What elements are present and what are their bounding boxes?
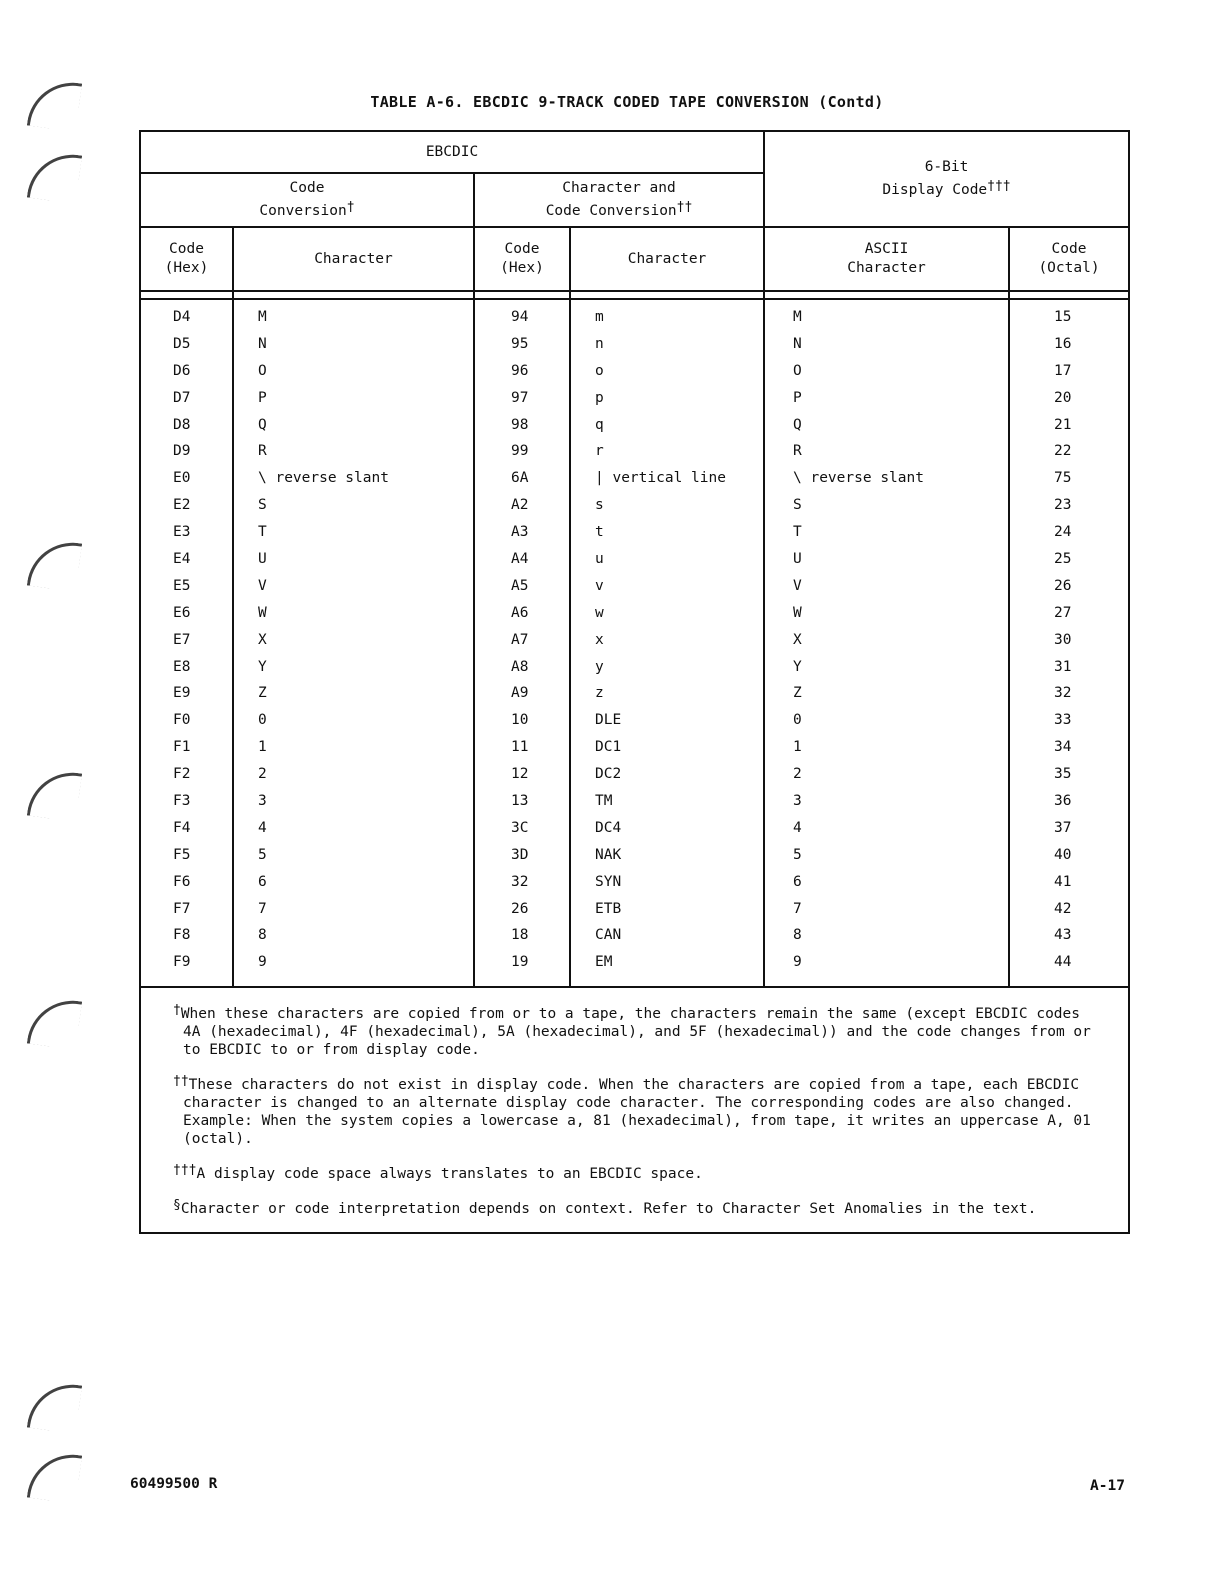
code-hex-cell: D9 <box>173 443 191 460</box>
code-hex2-cell: 11 <box>511 739 529 756</box>
code-hex-cell: F8 <box>173 927 191 944</box>
code-hex2-cell: 97 <box>511 389 529 406</box>
code-hex-cell: D7 <box>173 389 191 406</box>
code-hex2-cell: 13 <box>511 793 529 810</box>
footnote <box>161 1002 1098 1059</box>
footnote-text: These characters do not exist in display code. When the characters are copied from a tape, each EBCDIC character is changed to an alternate display code character. The corresponding codes are also changed. Example: When the system copies a lowercase a, 81 (hexadecimal), from tape, it writes an uppercase A, 01 (octal). <box>183 1077 1091 1147</box>
code-hex-cell: D8 <box>173 416 191 433</box>
ascii-cell: P <box>793 389 802 406</box>
character-cell: 1 <box>258 739 267 756</box>
code-octal-cell: 36 <box>1054 793 1072 810</box>
binder-hole-mark <box>27 767 82 822</box>
character2-cell: TM <box>595 793 613 810</box>
code-hex2-cell: A2 <box>511 497 529 514</box>
code-conversion-header: Code Conversion† <box>140 173 474 227</box>
code-hex-cell: F3 <box>173 793 191 810</box>
character-cell: W <box>258 604 267 621</box>
ascii-cell: 1 <box>793 739 802 756</box>
conversion-table <box>139 130 1130 1234</box>
col-ascii <box>764 299 1009 987</box>
character-cell: 2 <box>258 766 267 783</box>
code-hex2-cell: A5 <box>511 577 529 594</box>
character-cell: Y <box>258 658 267 675</box>
code-hex-header: Code (Hex) <box>164 241 209 276</box>
ascii-cell: V <box>793 577 802 594</box>
code-octal-cell: 34 <box>1054 739 1072 756</box>
ascii-cell: Y <box>793 658 802 675</box>
display-code-header: 6-Bit Display Code††† <box>764 131 1129 227</box>
character-cell: S <box>258 497 267 514</box>
code-octal-cell: 41 <box>1054 873 1072 890</box>
binder-hole-mark <box>27 537 82 592</box>
code-hex2-cell: A9 <box>511 685 529 702</box>
code-hex-cell: F2 <box>173 766 191 783</box>
character-cell: 7 <box>258 900 267 917</box>
code-hex2-cell: 6A <box>511 470 529 487</box>
code-octal-cell: 32 <box>1054 685 1072 702</box>
code-hex2-cell: 3C <box>511 819 529 836</box>
col-code-hex <box>140 299 233 987</box>
code-hex2-cell: 95 <box>511 335 529 352</box>
code-hex2-cell: 96 <box>511 362 529 379</box>
character2-cell: n <box>595 335 604 352</box>
character2-cell: y <box>595 658 604 675</box>
code-hex2-cell: A6 <box>511 604 529 621</box>
character2-cell: s <box>595 497 604 514</box>
character-cell: M <box>258 309 267 325</box>
code-hex2-cell: A8 <box>511 658 529 675</box>
col-character <box>233 299 474 987</box>
code-hex2-cell: 18 <box>511 927 529 944</box>
ascii-cell: M <box>793 309 802 325</box>
character2-cell: SYN <box>595 873 622 890</box>
character2-cell: | vertical line <box>595 470 726 487</box>
code-octal-cell: 25 <box>1054 551 1072 568</box>
ascii-cell: W <box>793 604 802 621</box>
code-hex-cell: F9 <box>173 954 191 971</box>
ascii-cell: 9 <box>793 954 802 971</box>
character2-cell: r <box>595 443 604 460</box>
character-cell: X <box>258 631 267 648</box>
character2-cell: NAK <box>595 846 622 863</box>
code-hex-cell: E5 <box>173 577 191 594</box>
code-hex-cell: F1 <box>173 739 191 756</box>
character-cell: 8 <box>258 927 267 944</box>
code-octal-cell: 21 <box>1054 416 1072 433</box>
code-hex2-cell: 99 <box>511 443 529 460</box>
ascii-cell: 6 <box>793 873 802 890</box>
code-octal-cell: 33 <box>1054 712 1072 729</box>
character2-cell: DC2 <box>595 766 622 783</box>
character2-cell: o <box>595 362 604 379</box>
character-cell: 6 <box>258 873 267 890</box>
character2-cell: v <box>595 577 604 594</box>
code-octal-cell: 26 <box>1054 577 1072 594</box>
code-hex-cell: F0 <box>173 712 191 729</box>
code-octal-cell: 35 <box>1054 766 1072 783</box>
code-hex2-header: Code (Hex) <box>474 227 570 291</box>
character2-cell: z <box>595 685 604 702</box>
character2-cell: DC4 <box>595 819 622 836</box>
ascii-cell: 3 <box>793 793 802 810</box>
ascii-cell: T <box>793 524 802 541</box>
code-hex2-cell: 94 <box>511 309 529 325</box>
character2-cell: EM <box>595 954 613 971</box>
ascii-cell: 4 <box>793 819 802 836</box>
code-octal-cell: 27 <box>1054 604 1072 621</box>
code-hex-cell: D5 <box>173 335 191 352</box>
col-character2 <box>570 299 764 987</box>
binder-hole-mark <box>27 1379 82 1434</box>
footnote <box>161 1162 1098 1183</box>
code-octal-cell: 75 <box>1054 470 1072 487</box>
code-octal-cell: 17 <box>1054 362 1072 379</box>
footnote-mark: †† <box>173 1074 189 1089</box>
code-hex2-cell: 32 <box>511 873 529 890</box>
ascii-cell: X <box>793 631 802 648</box>
character2-cell: CAN <box>595 927 622 944</box>
character-cell: P <box>258 389 267 406</box>
page-number: A-17 <box>1090 1478 1125 1494</box>
footnote-text: A display code space always translates to an EBCDIC space. <box>196 1166 703 1182</box>
ascii-cell: Z <box>793 685 802 702</box>
binder-hole-mark <box>27 1449 82 1504</box>
character2-cell: m <box>595 309 604 325</box>
code-hex-cell: D6 <box>173 362 191 379</box>
character-cell: 5 <box>258 846 267 863</box>
code-hex-cell: E6 <box>173 604 191 621</box>
ascii-cell: O <box>793 362 802 379</box>
code-hex-cell: F5 <box>173 846 191 863</box>
character-cell: 9 <box>258 954 267 971</box>
character2-cell: x <box>595 631 604 648</box>
binder-hole-mark <box>27 995 82 1050</box>
character-header: Character <box>233 227 474 291</box>
code-octal-header: Code (Octal) <box>1009 227 1129 291</box>
character2-cell: w <box>595 604 604 621</box>
ascii-cell: Q <box>793 416 802 433</box>
code-octal-cell: 44 <box>1054 954 1072 971</box>
code-hex2-cell: 19 <box>511 954 529 971</box>
code-octal-cell: 24 <box>1054 524 1072 541</box>
character2-cell: DC1 <box>595 739 622 756</box>
character2-cell: u <box>595 551 604 568</box>
footnote-text: Character or code interpretation depends on context. Refer to Character Set Anomalies in the text. <box>180 1201 1037 1217</box>
footnotes <box>140 987 1129 1233</box>
character-cell: 4 <box>258 819 267 836</box>
character-cell: Q <box>258 416 267 433</box>
character2-cell: p <box>595 389 604 406</box>
code-hex-cell: E9 <box>173 685 191 702</box>
character-cell: \ reverse slant <box>258 470 389 487</box>
code-hex-cell: F4 <box>173 819 191 836</box>
ascii-header: ASCII Character <box>764 227 1009 291</box>
document-number: 60499500 R <box>130 1476 218 1492</box>
code-octal-cell: 31 <box>1054 658 1072 675</box>
character-cell: 0 <box>258 712 267 729</box>
code-hex2-cell: A3 <box>511 524 529 541</box>
character-cell: 3 <box>258 793 267 810</box>
code-hex-cell: D4 <box>173 309 191 325</box>
footnote-mark: † <box>173 1003 181 1018</box>
binder-hole-mark <box>27 149 82 204</box>
footnote <box>161 1073 1098 1148</box>
code-octal-cell: 15 <box>1054 309 1072 325</box>
code-hex-cell: E4 <box>173 551 191 568</box>
code-octal-cell: 22 <box>1054 443 1072 460</box>
character2-cell: q <box>595 416 604 433</box>
character2-cell: ETB <box>595 900 622 917</box>
character-cell: V <box>258 577 267 594</box>
code-octal-cell: 30 <box>1054 631 1072 648</box>
code-hex2-cell: 98 <box>511 416 529 433</box>
code-hex-cell: F6 <box>173 873 191 890</box>
ascii-cell: R <box>793 443 802 460</box>
character2-header: Character <box>570 227 764 291</box>
ebcdic-header: EBCDIC <box>140 131 764 173</box>
character-cell: R <box>258 443 267 460</box>
ascii-cell: \ reverse slant <box>793 470 924 487</box>
code-hex2-cell: 3D <box>511 846 529 863</box>
ascii-cell: U <box>793 551 802 568</box>
character-cell: Z <box>258 685 267 702</box>
footnote <box>161 1197 1098 1218</box>
char-code-conversion-header: Character and Code Conversion†† <box>474 173 764 227</box>
character2-cell: t <box>595 524 604 541</box>
code-hex2-cell: A4 <box>511 551 529 568</box>
ascii-cell: 8 <box>793 927 802 944</box>
ascii-cell: 2 <box>793 766 802 783</box>
code-hex-cell: E8 <box>173 658 191 675</box>
code-hex2-cell: A7 <box>511 631 529 648</box>
ascii-cell: 5 <box>793 846 802 863</box>
code-octal-cell: 23 <box>1054 497 1072 514</box>
character-cell: N <box>258 335 267 352</box>
code-octal-cell: 43 <box>1054 927 1072 944</box>
code-hex-cell: E0 <box>173 470 191 487</box>
ascii-cell: N <box>793 335 802 352</box>
ascii-cell: 0 <box>793 712 802 729</box>
ascii-cell: 7 <box>793 900 802 917</box>
ascii-cell: S <box>793 497 802 514</box>
code-hex2-cell: 26 <box>511 900 529 917</box>
code-octal-cell: 16 <box>1054 335 1072 352</box>
code-hex-cell: E7 <box>173 631 191 648</box>
code-octal-cell: 37 <box>1054 819 1072 836</box>
character-cell: O <box>258 362 267 379</box>
col-code-hex2 <box>474 299 570 987</box>
code-octal-cell: 42 <box>1054 900 1072 917</box>
code-octal-cell: 40 <box>1054 846 1072 863</box>
code-hex-cell: F7 <box>173 900 191 917</box>
table-title: TABLE A-6. EBCDIC 9-TRACK CODED TAPE CONVERSION (Contd) <box>370 93 884 111</box>
footnote-text: When these characters are copied from or to a tape, the characters remain the same (except EBCDIC codes 4A (hexadecimal), 4F (hexadecimal), 5A (hexadecimal), and 5F (hexadecimal)) and the code changes from or to EBCDIC to or from display code. <box>180 1006 1091 1058</box>
code-hex-cell: E2 <box>173 497 191 514</box>
code-hex-cell: E3 <box>173 524 191 541</box>
character-cell: U <box>258 551 267 568</box>
col-code-octal <box>1009 299 1129 987</box>
character-cell: T <box>258 524 267 541</box>
code-hex2-cell: 12 <box>511 766 529 783</box>
footnote-mark: § <box>173 1198 181 1213</box>
code-octal-cell: 20 <box>1054 389 1072 406</box>
footnote-mark: ††† <box>173 1163 197 1178</box>
code-hex2-cell: 10 <box>511 712 529 729</box>
character2-cell: DLE <box>595 712 622 729</box>
